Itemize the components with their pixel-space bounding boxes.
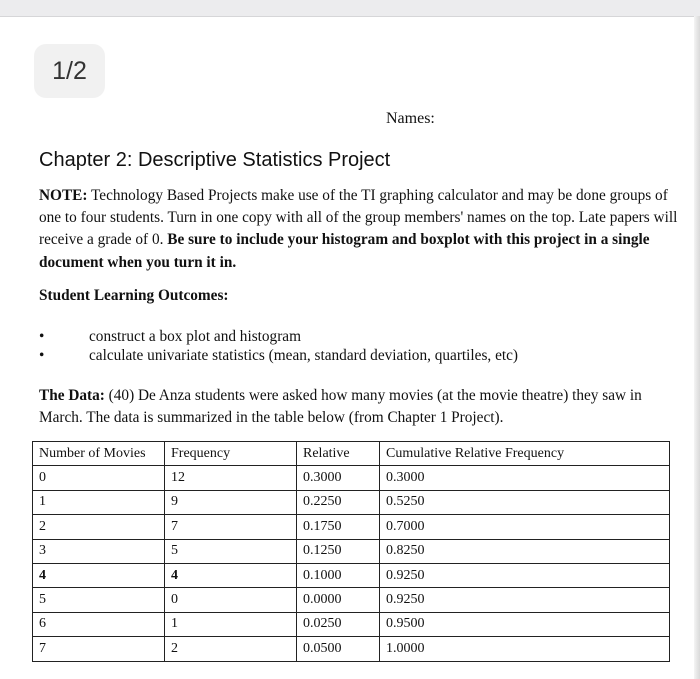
- cell-cumulative: 0.3000: [380, 466, 670, 490]
- page-indicator[interactable]: 1/2: [34, 44, 105, 98]
- table-row: [33, 515, 670, 539]
- list-item: [39, 327, 518, 346]
- table-header-row: [33, 442, 670, 466]
- header-cumulative-relative-frequency: Cumulative Relative Frequency: [380, 442, 670, 466]
- cell-movies: 5: [33, 588, 165, 612]
- header-frequency: Frequency: [165, 442, 297, 466]
- note-label: NOTE:: [39, 187, 88, 204]
- cell-movies: 4: [33, 563, 165, 587]
- cell-frequency: 9: [165, 490, 297, 514]
- outcome-text: construct a box plot and histogram: [89, 328, 301, 345]
- data-text: (40) De Anza students were asked how many movies (at the movie theatre) they saw in March. The data is summarized in the table below (from Chapter 1 Project).: [39, 387, 642, 426]
- header-relative: Relative: [297, 442, 380, 466]
- cell-movies: 2: [33, 515, 165, 539]
- cell-movies: 6: [33, 612, 165, 636]
- table-row: [33, 539, 670, 563]
- table-row: [33, 563, 670, 587]
- data-label: The Data:: [39, 387, 105, 404]
- cell-frequency: 5: [165, 539, 297, 563]
- page-edge-shadow: [694, 16, 700, 679]
- cell-cumulative: 0.5250: [380, 490, 670, 514]
- cell-frequency: 7: [165, 515, 297, 539]
- cell-movies: 7: [33, 637, 165, 661]
- cell-movies: 0: [33, 466, 165, 490]
- names-label: Names:: [386, 110, 435, 127]
- top-strip: [0, 0, 700, 17]
- cell-cumulative: 0.8250: [380, 539, 670, 563]
- table-row: [33, 588, 670, 612]
- outcomes-title: Student Learning Outcomes:: [39, 287, 229, 304]
- bullet-icon: •: [39, 328, 45, 345]
- outcome-text: calculate univariate statistics (mean, standard deviation, quartiles, etc): [89, 347, 518, 364]
- table-row: [33, 637, 670, 661]
- cell-cumulative: 0.9250: [380, 588, 670, 612]
- cell-frequency: 2: [165, 637, 297, 661]
- table-row: [33, 466, 670, 490]
- outcomes-list: [39, 327, 518, 365]
- cell-relative: 0.0250: [297, 612, 380, 636]
- data-description: [39, 385, 684, 429]
- table-row: [33, 612, 670, 636]
- cell-cumulative: 0.9500: [380, 612, 670, 636]
- cell-frequency: 12: [165, 466, 297, 490]
- cell-movies: 3: [33, 539, 165, 563]
- cell-cumulative: 0.9250: [380, 563, 670, 587]
- note-paragraph: [39, 185, 684, 274]
- cell-frequency: 0: [165, 588, 297, 612]
- cell-cumulative: 1.0000: [380, 637, 670, 661]
- chapter-title: Chapter 2: Descriptive Statistics Project: [39, 149, 391, 171]
- bullet-icon: •: [39, 347, 45, 364]
- note-bold-text: Be sure to include your histogram and boxplot with this project in a single document when you turn it in.: [39, 231, 650, 271]
- cell-relative: 0.1750: [297, 515, 380, 539]
- cell-cumulative: 0.7000: [380, 515, 670, 539]
- note-text: Technology Based Projects make use of the TI graphing calculator and may be done groups of one to four students. Turn in one copy with all of the group members' names on the top. Late papers will receive a grade of 0.: [39, 187, 678, 249]
- cell-movies: 1: [33, 490, 165, 514]
- cell-frequency: 1: [165, 612, 297, 636]
- cell-relative: 0.1250: [297, 539, 380, 563]
- cell-relative: 0.3000: [297, 466, 380, 490]
- cell-relative: 0.0500: [297, 637, 380, 661]
- cell-frequency: 4: [165, 563, 297, 587]
- list-item: [39, 346, 518, 365]
- frequency-table: [32, 441, 670, 662]
- header-number-of-movies: Number of Movies: [33, 442, 165, 466]
- cell-relative: 0.2250: [297, 490, 380, 514]
- cell-relative: 0.0000: [297, 588, 380, 612]
- cell-relative: 0.1000: [297, 563, 380, 587]
- table-row: [33, 490, 670, 514]
